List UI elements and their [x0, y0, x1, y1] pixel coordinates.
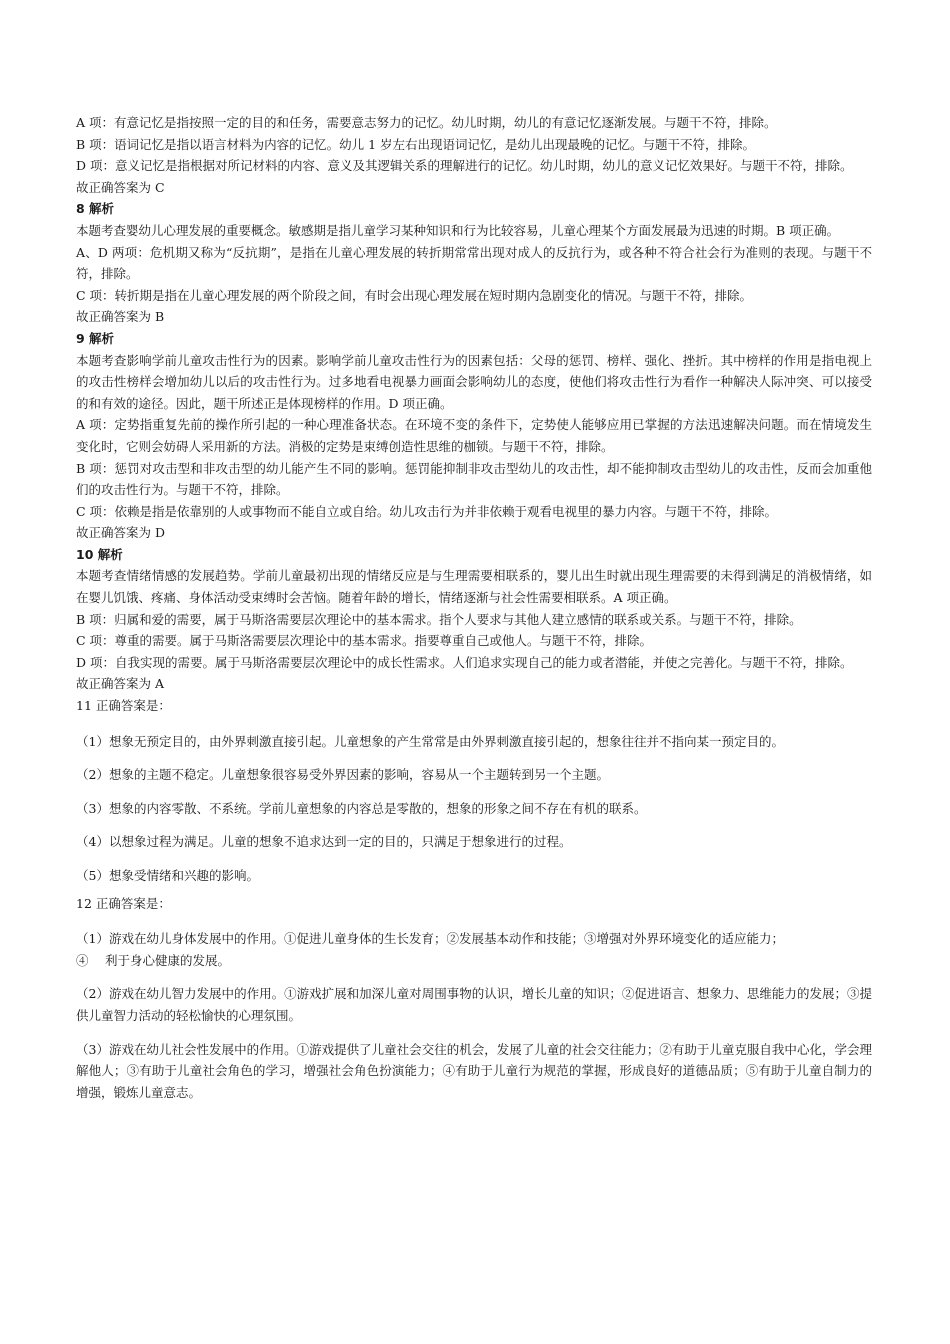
- answer-item: （5）想象受情绪和兴趣的影响。: [76, 868, 259, 883]
- answer-item: （1）想象无预定目的，由外界刺激直接引起。儿童想象的产生常常是由外界刺激直接引起的，想象往往并不指向某一预定目的。: [76, 733, 784, 749]
- section-heading: 12 正确答案是：: [76, 895, 171, 911]
- answer-item-continuation: ④ 利于身心健康的发展。: [76, 952, 230, 968]
- option-b-explanation: B 项：语词记忆是指以语言材料为内容的记忆。幼儿 1 岁左右出现语词记忆，是幼儿出现最晚的记忆。与题干不符，排除。: [76, 136, 756, 152]
- answer-line: 故正确答案为 B: [76, 309, 165, 325]
- option-ad-explanation: A、D 两项：危机期又称为“反抗期”，是指在儿童心理发展的转折期常常出现对成人的反抗行为，或各种不符合社会行为准则的表现。与题干不符，排除。: [76, 244, 872, 282]
- answer-line: 故正确答案为 D: [76, 525, 165, 541]
- option-b-explanation: B 项：归属和爱的需要，属于马斯洛需要层次理论中的基本需求。指个人要求与其他人建立感情的联系或关系。与题干不符，排除。: [76, 611, 802, 627]
- section-heading: 10 解析: [76, 546, 123, 562]
- section-intro: 本题考查婴幼儿心理发展的重要概念。敏感期是指儿童学习某种知识和行为比较容易，儿童心理某个方面发展最为迅速的时期。B 项正确。: [76, 222, 840, 238]
- section-heading: 11 正确答案是：: [76, 698, 171, 714]
- section-intro: 本题考查影响学前儿童攻击性行为的因素。影响学前儿童攻击性行为的因素包括：父母的惩罚、榜样、强化、挫折。其中榜样的作用是指电视上的攻击性榜样会增加幼儿以后的攻击性行为。过多地看电视暴力画面会影响幼儿的态度，使他们将攻击性行为看作一种解决人际冲突、可以接受的和有效的途径。因此，题干所述正是体现榜样的作用。D 项正确。: [76, 352, 872, 411]
- answer-item: （3）游戏在幼儿社会性发展中的作用。①游戏提供了儿童社会交往的机会，发展了儿童的社会交往能力；②有助于儿童克服自我中心化，学会理解他人；③有助于儿童社会角色的学习，增强社会角色扮演能力；④有助于儿童行为规范的掌握，形成良好的道德品质；⑤有助于儿童自制力的增强，锻炼儿童意志。: [76, 1041, 872, 1100]
- option-d-explanation: D 项：自我实现的需要。属于马斯洛需要层次理论中的成长性需求。人们追求实现自己的能力或者潜能，并使之完善化。与题干不符，排除。: [76, 654, 853, 670]
- option-c-explanation: C 项：转折期是指在儿童心理发展的两个阶段之间，有时会出现心理发展在短时期内急剧变化的情况。与题干不符，排除。: [76, 287, 753, 303]
- answer-item: （2）游戏在幼儿智力发展中的作用。①游戏扩展和加深儿童对周围事物的认识，增长儿童的知识；②促进语言、想象力、思维能力的发展；③提供儿童智力活动的轻松愉快的心理氛围。: [76, 986, 872, 1023]
- answer-item: （4）以想象过程为满足。儿童的想象不追求达到一定的目的，只满足于想象进行的过程。: [76, 834, 572, 850]
- option-d-explanation: D 项：意义记忆是指根据对所记材料的内容、意义及其逻辑关系的理解进行的记忆。幼儿时期，幼儿的意义记忆效果好。与题干不符，排除。: [76, 158, 853, 174]
- option-a-explanation: A 项：有意记忆是指按照一定的目的和任务，需要意志努力的记忆。幼儿时期，幼儿的有意记忆逐渐发展。与题干不符，排除。: [76, 115, 777, 130]
- answer-item: （2）想象的主题不稳定。儿童想象很容易受外界因素的影响，容易从一个主题转到另一个主题。: [76, 767, 609, 783]
- section-heading: 9 解析: [76, 330, 115, 346]
- section-heading: 8 解析: [76, 201, 115, 217]
- document-page: [76, 112, 872, 1103]
- answer-line: 故正确答案为 A: [76, 676, 165, 692]
- option-a-explanation: A 项：定势指重复先前的操作所引起的一种心理准备状态。在环境不变的条件下，定势使人能够应用已掌握的方法迅速解决问题。而在情境发生变化时，它则会妨碍人采用新的方法。消极的定势是束缚创造性思维的枷锁。与题干不符，排除。: [76, 417, 872, 454]
- answer-item: （1）游戏在幼儿身体发展中的作用。①促进儿童身体的生长发育；②发展基本动作和技能；③增强对外界环境变化的适应能力；: [76, 931, 784, 947]
- option-c-explanation: C 项：尊重的需要。属于马斯洛需要层次理论中的基本需求。指要尊重自己或他人。与题干不符，排除。: [76, 633, 653, 649]
- option-b-explanation: B 项：惩罚对攻击型和非攻击型的幼儿能产生不同的影响。惩罚能抑制非攻击型幼儿的攻击性，却不能抑制攻击型幼儿的攻击性，反而会加重他们的攻击性行为。与题干不符，排除。: [76, 460, 872, 498]
- answer-line: 故正确答案为 C: [76, 179, 165, 195]
- section-intro: 本题考查情绪情感的发展趋势。学前儿童最初出现的情绪反应是与生理需要相联系的，婴儿出生时就出现生理需要的未得到满足的消极情绪，如在婴儿饥饿、疼痛、身体活动受束缚时会苦恼。随着年龄的增长，情绪逐渐与社会性需要相联系。A 项正确。: [76, 568, 872, 606]
- answer-item: （3）想象的内容零散、不系统。学前儿童想象的内容总是零散的，想象的形象之间不存在有机的联系。: [76, 800, 647, 816]
- option-c-explanation: C 项：依赖是指是依靠别的人或事物而不能自立或自给。幼儿攻击行为并非依赖于观看电视里的暴力内容。与题干不符，排除。: [76, 503, 778, 519]
